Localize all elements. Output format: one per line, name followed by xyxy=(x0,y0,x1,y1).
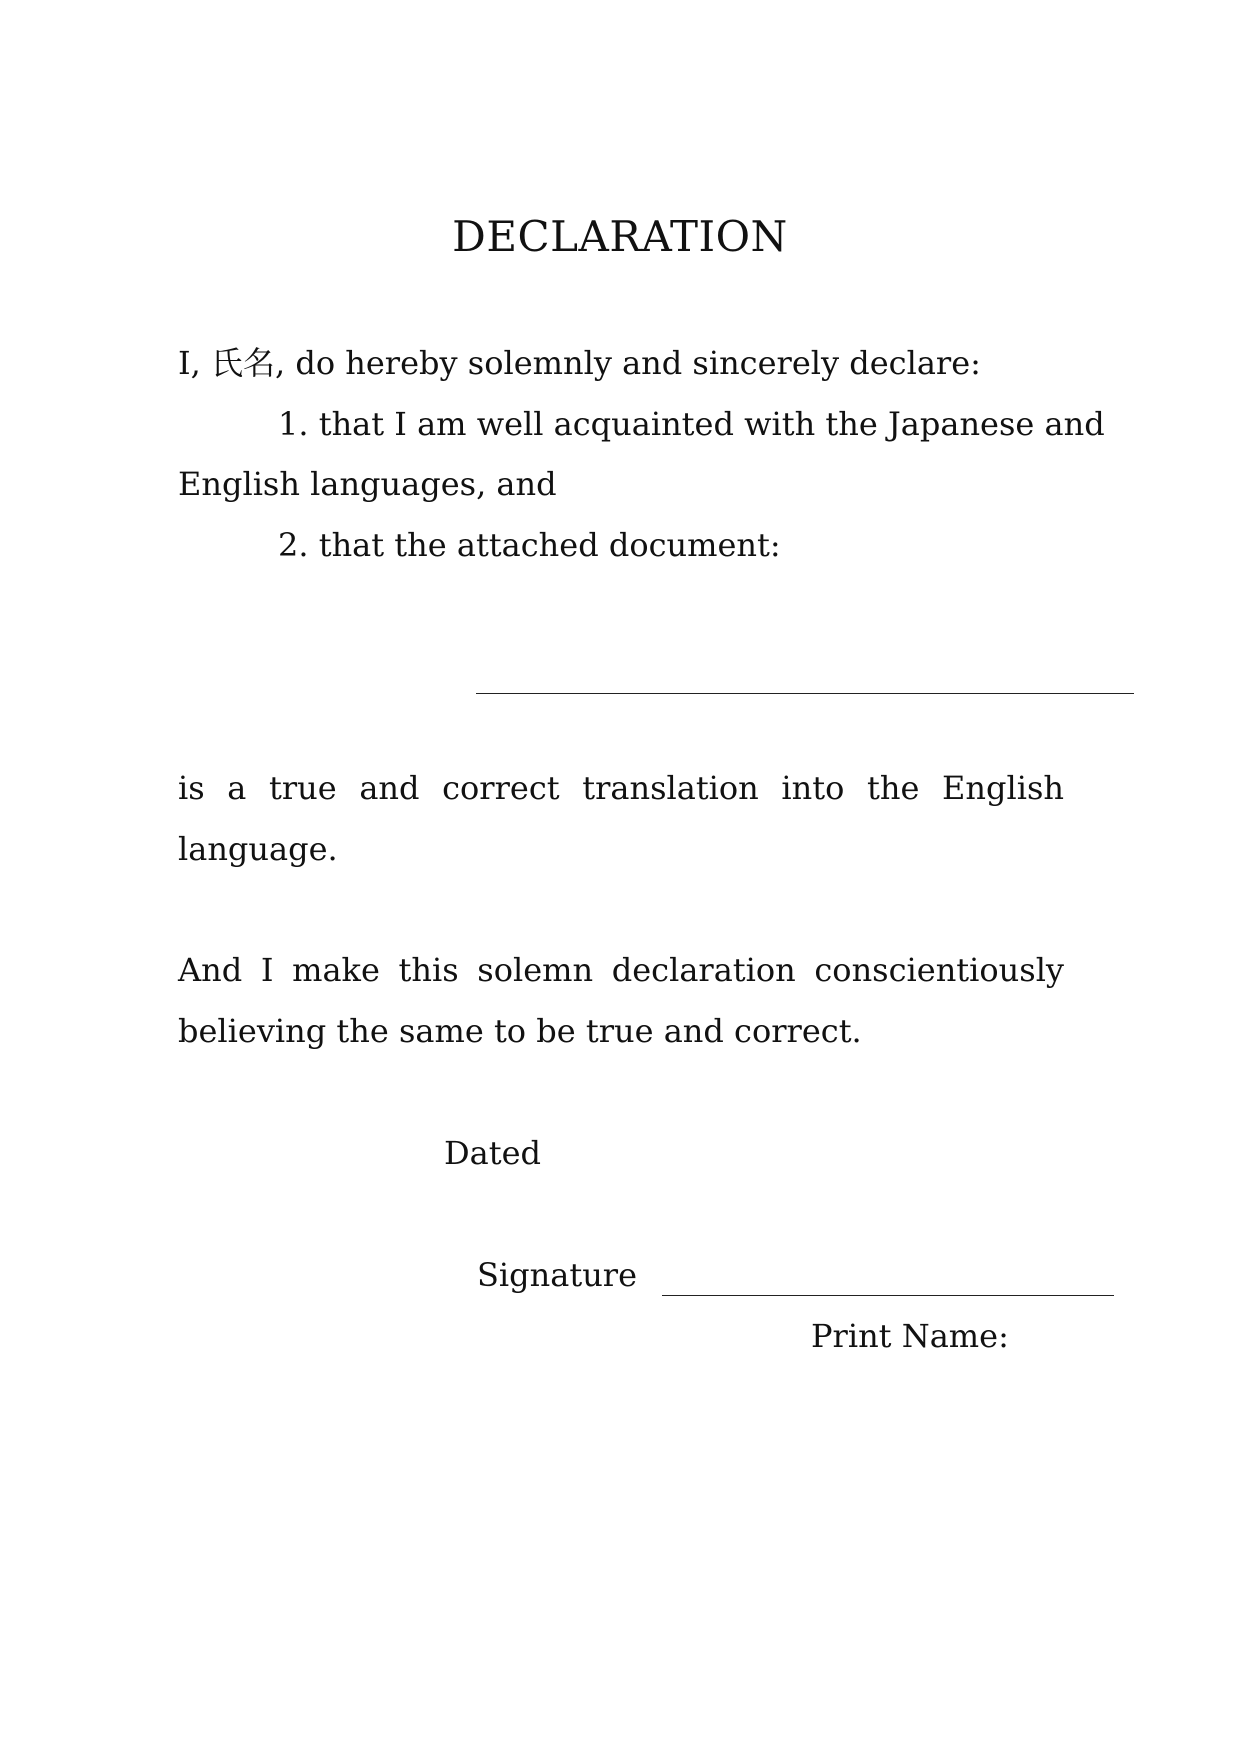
intro-line: I, 氏名, do hereby solemnly and sincerely declare: xyxy=(178,344,981,382)
document-name-line[interactable] xyxy=(476,693,1134,694)
dated-label: Dated xyxy=(444,1134,542,1172)
item-1-line-1: 1. that I am well acquainted with the Japanese and xyxy=(278,405,1105,443)
translation-line-2: language. xyxy=(178,830,338,868)
declaration-line-1: And I make this solemn declaration conscientiously xyxy=(178,951,1064,989)
signature-line[interactable] xyxy=(662,1295,1114,1296)
item-2-line: 2. that the attached document: xyxy=(278,526,781,564)
page-title: DECLARATION xyxy=(452,212,788,261)
translation-line-1: is a true and correct translation into the English xyxy=(178,769,1064,807)
signature-label: Signature xyxy=(477,1256,638,1294)
print-name-label: Print Name: xyxy=(811,1317,1009,1355)
item-1-line-2: English languages, and xyxy=(178,465,557,503)
declaration-line-2: believing the same to be true and correct. xyxy=(178,1012,862,1050)
